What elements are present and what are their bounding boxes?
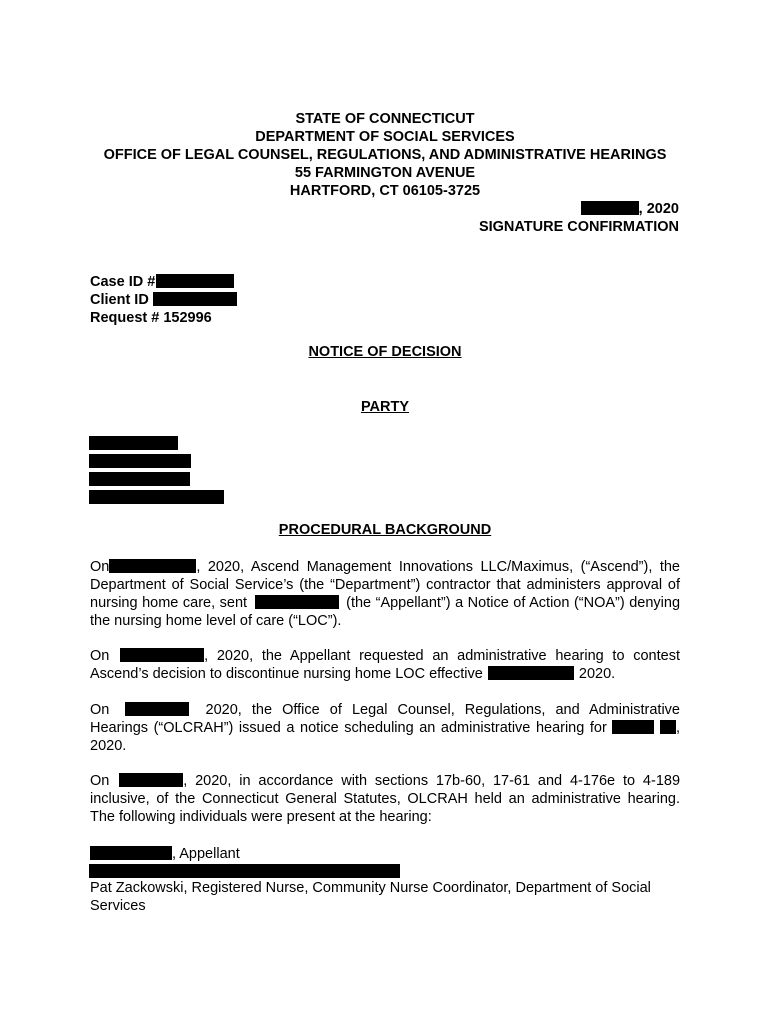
- redaction-bar: [90, 846, 172, 860]
- signature-confirmation: SIGNATURE CONFIRMATION: [478, 219, 679, 235]
- redaction-bar: [156, 274, 234, 288]
- redaction-bar: [119, 773, 183, 787]
- header-state: STATE OF CONNECTICUT: [295, 111, 475, 127]
- para1-text-a: On: [90, 559, 110, 575]
- para3-text-b: 2020, the Office of Legal Counsel, Regulations, and Administrative Hearings (“OLCRAH”) issued a notice scheduling an administrative hearing for: [90, 702, 680, 736]
- paragraph-notice-of-action: [90, 558, 680, 630]
- redaction-bar: [488, 666, 574, 680]
- paragraph-hearing-held: [90, 772, 680, 826]
- redaction-bar: [125, 702, 189, 716]
- para4-text-b: , 2020, in accordance with sections 17b-60, 17-61 and 4-176e to 4-189 inclusive, of the Connecticut General Statutes, OLCRAH held an administrative hearing. The following individuals were present at the hearing:: [90, 773, 681, 825]
- header-department: DEPARTMENT OF SOCIAL SERVICES: [255, 129, 515, 145]
- attendee-nurse: Pat Zackowski, Registered Nurse, Community Nurse Coordinator, Department of Social Services: [90, 880, 651, 914]
- paragraph-hearing-notice: [90, 701, 680, 755]
- case-id: [90, 273, 234, 291]
- attendee-appellant-label: , Appellant: [172, 846, 240, 862]
- notice-heading: NOTICE OF DECISION: [308, 344, 462, 360]
- header-street: 55 FARMINGTON AVENUE: [294, 165, 476, 181]
- para2-text-c: 2020.: [578, 666, 616, 682]
- para2-text-b: , 2020, the Appellant requested an administrative hearing to contest Ascend’s decision to discontinue nursing home LOC effective: [90, 648, 680, 682]
- party-redaction: [89, 454, 191, 468]
- redaction-bar: [660, 720, 676, 734]
- redaction-bar: [120, 648, 204, 662]
- para3-text-a: On: [90, 702, 110, 718]
- redaction-bar: [153, 292, 237, 306]
- para1-text-c: (the “Appellant”) a Notice of Action (“NOA”) denying the nursing home level of care (“LOC”).: [90, 595, 681, 629]
- party-redaction: [89, 436, 178, 450]
- redaction-bar: [612, 720, 654, 734]
- date-suffix: , 2020: [638, 201, 679, 217]
- party-redaction: [89, 490, 224, 504]
- attendee-redaction: [89, 864, 400, 878]
- paragraph-hearing-request: [90, 647, 680, 683]
- procedural-heading: PROCEDURAL BACKGROUND: [278, 522, 492, 538]
- attendee-appellant: [90, 845, 240, 863]
- party-heading: PARTY: [360, 399, 410, 415]
- redaction-bar: [581, 201, 639, 215]
- request-number: Request # 152996: [90, 310, 212, 326]
- header-office: OFFICE OF LEGAL COUNSEL, REGULATIONS, AND ADMINISTRATIVE HEARINGS: [103, 147, 667, 163]
- redaction-bar: [109, 559, 196, 573]
- party-redaction: [89, 472, 190, 486]
- case-id-label: Case ID #: [90, 274, 156, 290]
- para3-text-c: , 2020.: [90, 720, 680, 754]
- client-id: [90, 291, 237, 309]
- redaction-bar: [255, 595, 339, 609]
- para2-text-a: On: [90, 648, 110, 664]
- para1-text-b: , 2020, Ascend Management Innovations LLC/Maximus, (“Ascend”), the Department of Social Service’s (the “Department”) contractor that administers approval of nursing home care, sent: [90, 559, 680, 611]
- date-line: [581, 200, 679, 218]
- para4-text-a: On: [90, 773, 110, 789]
- header-city: HARTFORD, CT 06105-3725: [289, 183, 481, 199]
- client-id-label: Client ID: [90, 292, 149, 308]
